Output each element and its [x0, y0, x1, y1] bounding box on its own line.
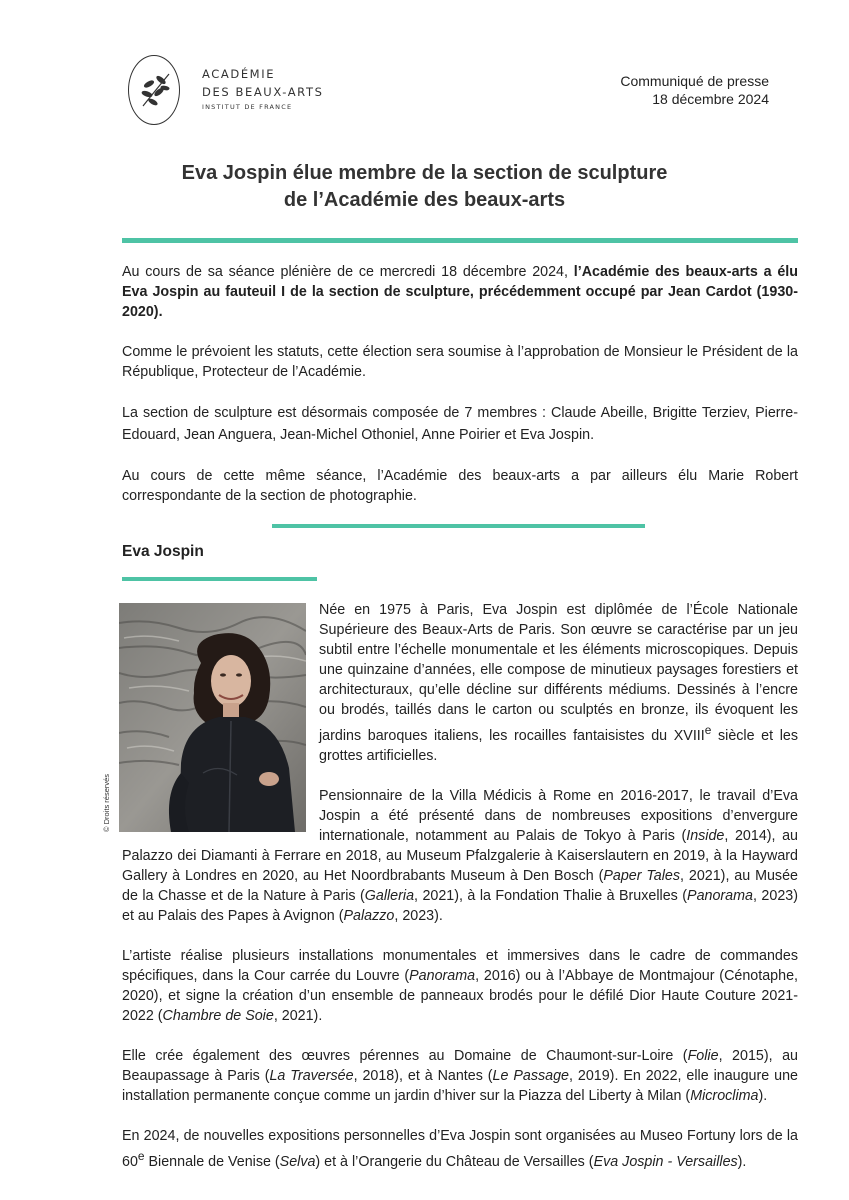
- bio-p3-text-b: , 2016) ou à l’Abbaye de Montmajour (Cénotaphe, 2020), et signe la création d’un ensemble de panneaux brodés pour le défilé Dior Haute Couture 2021-2022 (: [122, 967, 798, 1024]
- press-release-header: [620, 72, 769, 108]
- bio-heading: Eva Jospin: [122, 543, 204, 560]
- bio-p5-text-c: ) et à l’Orangerie du Château de Versailles (: [315, 1153, 594, 1170]
- logo-line-institut: INSTITUT DE FRANCE: [202, 103, 293, 111]
- press-label: Communiqué de presse: [620, 73, 769, 89]
- bio-p2-title-palazzo: Palazzo: [343, 907, 395, 924]
- bio-p2-text-f: , 2023).: [394, 907, 443, 924]
- bio-p2-title-galleria: Galleria: [364, 887, 415, 904]
- logo-line-beaux-arts: DES BEAUX-ARTS: [202, 85, 324, 99]
- intro-paragraph-4: Au cours de cette même séance, l’Académie des beaux-arts a par ailleurs élu Marie Robert correspondante de la section de photographie.: [122, 468, 798, 504]
- bio-paragraph-4: [122, 1046, 798, 1106]
- bio-p4-title-la-traversee: La Traversée: [269, 1067, 354, 1084]
- bio-p2-title-inside: Inside: [686, 827, 725, 844]
- photo-credit: © Droits réservés: [102, 773, 111, 832]
- logo-line-academie: ACADÉMIE: [202, 67, 276, 81]
- photo-float-spacer: [122, 603, 319, 835]
- bio-paragraph-5: [122, 1126, 798, 1172]
- page-title: [100, 160, 749, 214]
- bio-p5-superscript: e: [137, 1148, 145, 1163]
- intro-section: [122, 262, 798, 526]
- bio-p4-title-le-passage: Le Passage: [492, 1067, 569, 1084]
- bio-p5-text-b: Biennale de Venise (: [144, 1153, 280, 1170]
- bio-paragraph-3: [122, 946, 798, 1026]
- bio-p4-text-d: , 2019). En 2022, elle inaugure une installation permanente conçue comme un jardin d’hiver sur la Piazza del Liberty à Milan (: [122, 1067, 798, 1104]
- section-divider: [272, 524, 645, 528]
- title-divider: [122, 238, 798, 243]
- bio-p4-text-c: , 2018), et à Nantes (: [353, 1067, 493, 1084]
- bio-p4-text-a: Elle crée également des œuvres pérennes au Domaine de Chaumont-sur-Loire (: [122, 1047, 688, 1064]
- bio-p1-text-a: Née en 1975 à Paris, Eva Jospin est diplômée de l’École Nationale Supérieure des Beaux-Arts de Paris. Son œuvre se caractérise par un jeu subtil entre l’échelle monumentale et les éléments microscopiques. Depuis une quinzaine d’années, elle compose de minutieux paysages forestiers et architecturaux, qu’elle décline sur différents médiums. Dessinés à l’encre ou brodés, taillés dans le carton ou sculptés en bronze, ils évoquent les jardins baroques italiens, les rocailles fantaisistes du XVIII: [319, 602, 798, 744]
- logo-wordmark: [202, 65, 323, 113]
- bio-p3-title-chambre-de-soie: Chambre de Soie: [162, 1007, 274, 1024]
- bio-p5-title-selva: Selva: [279, 1153, 316, 1170]
- bio-p3-text-c: , 2021).: [273, 1007, 323, 1024]
- intro-paragraph-2: Comme le prévoient les statuts, cette élection sera soumise à l’approbation de Monsieur le Président de la République, Protecteur de l’Académie.: [122, 344, 798, 380]
- academie-logo: [128, 55, 328, 127]
- bio-p3-text-a: L’artiste réalise plusieurs installations monumentales et immersives dans le cadre de commandes spécifiques, dans la Cour carrée du Louvre (: [122, 947, 798, 984]
- title-line-1: Eva Jospin élue membre de la section de sculpture: [181, 162, 668, 184]
- intro-p1-text: Au cours de sa séance plénière de ce mercredi 18 décembre 2024,: [122, 264, 574, 280]
- olive-branch-emblem-icon: [128, 55, 180, 125]
- bio-heading-underline: [122, 577, 317, 581]
- bio-p4-text-b: , 2015), au Beaupassage à Paris (: [122, 1047, 798, 1084]
- bio-p2-title-panorama: Panorama: [687, 887, 753, 904]
- bio-p5-text-a: En 2024, de nouvelles expositions personnelles d’Eva Jospin sont organisées au Museo Fortuny lors de la 60: [122, 1127, 798, 1170]
- bio-p5-title-versailles: Eva Jospin - Versailles: [593, 1153, 738, 1170]
- title-line-2: de l’Académie des beaux-arts: [283, 189, 566, 211]
- bio-p5-text-d: ).: [737, 1153, 747, 1170]
- bio-p1-superscript: e: [704, 723, 712, 737]
- bio-p2-text-a: Pensionnaire de la Villa Médicis à Rome en 2016-2017, le travail d’Eva Jospin a été présenté dans de nombreuses expositions d’envergure internationale, notamment au Palais de Tokyo à Paris (: [319, 787, 798, 844]
- bio-p1-text-b: siècle et les grottes artificielles.: [319, 727, 798, 764]
- intro-paragraph-3: La section de sculpture est désormais composée de 7 membres : Claude Abeille, Brigitte Terziev, Pierre-Edouard, Jean Anguera, Jean-Michel Othoniel, Anne Poirier et Eva Jospin.: [122, 405, 798, 443]
- bio-p2-title-paper-tales: Paper Tales: [603, 867, 681, 884]
- bio-p2-text-e: , 2023) et au Palais des Papes à Avignon (: [122, 887, 798, 924]
- bio-p2-text-c: , 2021), au Musée de la Chasse et de la Nature à Paris (: [122, 867, 798, 904]
- bio-p2-text-d: , 2021), à la Fondation Thalie à Bruxelles (: [414, 887, 688, 904]
- bio-section: [122, 600, 798, 1192]
- bio-p4-text-e: ).: [758, 1087, 768, 1104]
- intro-p1-bold: l’Académie des beaux-arts a élu Eva Jospin au fauteuil I de la section de sculpture, précédemment occupé par Jean Cardot (1930-2020).: [122, 264, 798, 320]
- bio-p4-title-microclima: Microclima: [690, 1087, 759, 1104]
- bio-p4-title-folie: Folie: [687, 1047, 719, 1064]
- press-date: 18 décembre 2024: [652, 91, 769, 107]
- bio-p2-text-b: , 2014), au Palazzo dei Diamanti à Ferrare en 2018, au Museum Pfalzgalerie à Kaiserslautern en 2019, à la Hayward Gallery à Londres en 2020, au Het Noordbrabants Museum à Den Bosch (: [122, 827, 798, 884]
- bio-p3-title-panorama: Panorama: [409, 967, 476, 984]
- intro-paragraph-1: [122, 262, 798, 322]
